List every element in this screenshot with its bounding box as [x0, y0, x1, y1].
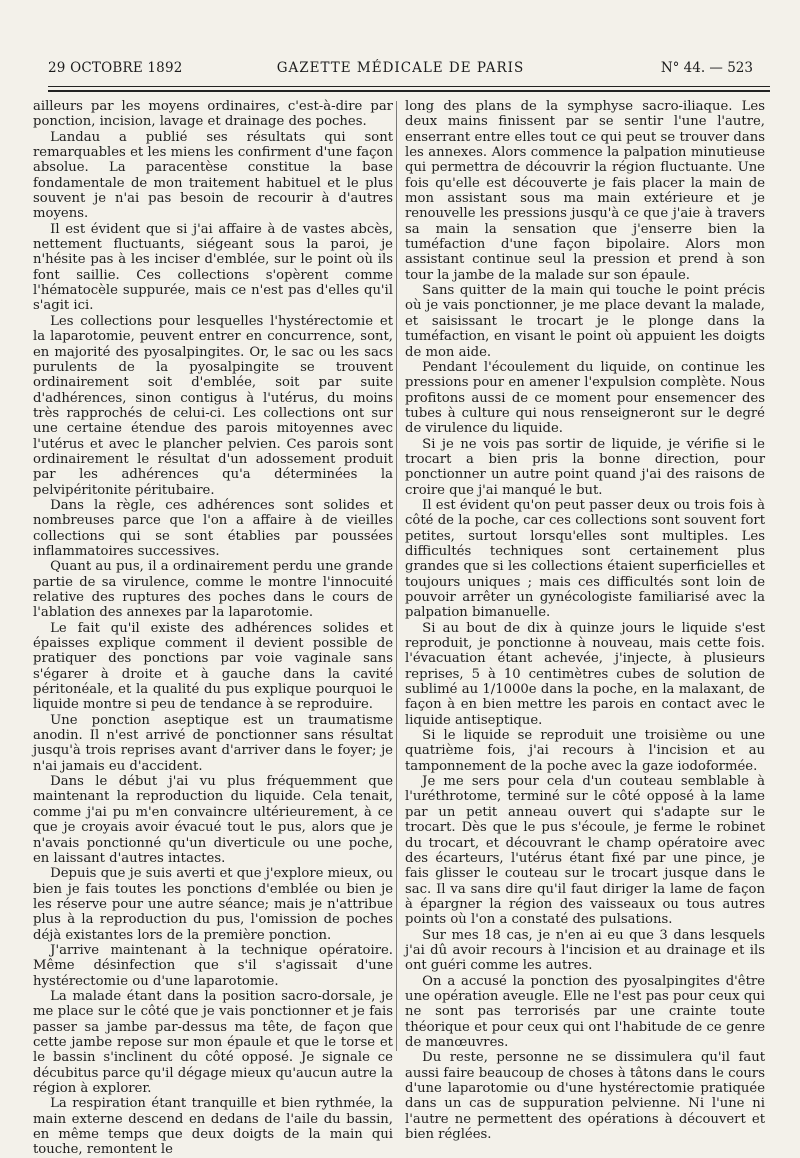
paragraph: Le fait qu'il existe des adhérences solides et épaisses explique comment il devient possible de pratiquer des ponctions par voie vaginale sans s'égarer à droite et à gauche dans la cavité péritonéale, et la qualité du pus explique pourquoi le liquide montre si peu de tendance à se reproduire.	[33, 620, 393, 713]
paragraph: Dans la règle, ces adhérences sont solides et nombreuses parce que l'on a affaire à de vieilles collections qui se sont établies par poussées inflammatoires successives.	[33, 497, 393, 559]
paragraph: Si le liquide se reproduit une troisième ou une quatrième fois, j'ai recours à l'incision et au tamponnement de la poche avec la gaze iodoformée.	[405, 728, 765, 774]
paragraph: J'arrive maintenant à la technique opératoire. Même désinfection que s'il s'agissait d'une hystérectomie ou d'une laparotomie.	[33, 942, 393, 989]
paragraph: Quant au pus, il a ordinairement perdu une grande partie de sa virulence, comme le montre l'innocuité relative des ruptures des poches dans le cours de l'ablation des annexes par la laparotomie.	[33, 559, 393, 621]
running-header	[48, 58, 753, 82]
right-column	[405, 99, 765, 1142]
header-rule-thin	[48, 86, 770, 87]
paragraph: Je me sers pour cela d'un couteau semblable à l'uréthrotome, terminé sur le côté opposé à la lame par un petit anneau ouvert qui s'adapte sur le trocart. Dès que le pus s'écoule, je ferme le robinet du trocart, et découvrant le champ opératoire avec des écarteurs, l'utérus étant fixé par une pince, je fais glisser le couteau sur le trocart jusque dans le sac. Il va sans dire qu'il faut diriger la lame de façon à épargner la région des vaisseaux ou tous autres points où l'on a constaté des pulsations.	[405, 774, 765, 928]
paragraph: Sur mes 18 cas, je n'en ai eu que 3 dans lesquels j'ai dû avoir recours à l'incision et au drainage et ils ont guéri comme les autres.	[405, 927, 765, 974]
journal-title: GAZETTE MÉDICALE DE PARIS	[276, 60, 525, 76]
paragraph: Landau a publié ses résultats qui sont remarquables et les miens les confirment d'une façon absolue. La paracentèse constitue la base fondamentale de mon traitement habituel et le plus souvent je n'ai pas besoin de recourir à d'autres moyens.	[33, 129, 393, 222]
left-column	[33, 99, 393, 1158]
issue-page-number: N° 44. — 523	[660, 60, 753, 76]
paragraph: Les collections pour lesquelles l'hystérectomie et la laparotomie, peuvent entrer en concurrence, sont, en majorité des pyosalpingites. Or, le sac ou les sacs purulents de la pyosalpingite se trouvent ordinairement soit d'emblée, soit par suite d'adhérences, sinon contigus à l'utérus, du moins très rapprochés de celui-ci. Les collections ont sur une certaine étendue des parois mitoyennes avec l'utérus et avec le plancher pelvien. Ces parois sont ordinairement le résultat d'un adossement produit par les adhérences qu'a déterminées la pelvipéritonite péritubaire.	[33, 313, 393, 498]
paragraph: On a accusé la ponction des pyosalpingites d'être une opération aveugle. Elle ne l'est pas pour ceux qui ne sont pas terrorisés par une crainte toute théorique et pour ceux qui ont l'habitude de ce genre de manœuvres.	[405, 973, 765, 1050]
paragraph: Du reste, personne ne se dissimulera qu'il faut aussi faire beaucoup de choses à tâtons dans le cours d'une laparotomie ou d'une hystérectomie pratiquée dans un cas de suppuration pelvienne. Ni l'une ni l'autre ne permettent des opérations à découvert et bien réglées.	[405, 1050, 765, 1143]
paragraph: Si au bout de dix à quinze jours le liquide s'est reproduit, je ponctionne à nouveau, mais cette fois. l'évacuation étant achevée, j'injecte, à plusieurs reprises, 5 à 10 centimètres cubes de solution de sublimé au 1/1000e dans la poche, en la malaxant, de façon à en bien mettre les parois en contact avec le liquide antiseptique.	[405, 620, 765, 728]
paragraph: La respiration étant tranquille et bien rythmée, la main externe descend en dedans de l'aile du bassin, en même temps que deux doigts de la main qui touche, remontent le	[33, 1096, 393, 1158]
paragraph: long des plans de la symphyse sacro-iliaque. Les deux mains finissent par se sentir l'une l'autre, enserrant entre elles tout ce qui peut se trouver dans les annexes. Alors commence la palpation minutieuse qui permettra de découvrir la région fluctuante. Une fois qu'elle est découverte je fais placer la main de mon assistant sous ma main extérieure et je renouvelle les pressions jusqu'à ce que j'aie à travers sa main la sensation que j'enserre bien la tuméfaction d'une façon bipolaire. Alors mon assistant continue seul la pression et prend à son tour la jambe de la malade sur son épaule.	[405, 99, 765, 283]
paragraph: ailleurs par les moyens ordinaires, c'est-à-dire par ponction, incision, lavage et drainage des poches.	[33, 99, 393, 130]
paragraph: Il est évident qu'on peut passer deux ou trois fois à côté de la poche, car ces collections sont souvent fort petites, surtout lorsqu'elles sont multiples. Les difficultés techniques sont certainement plus grandes que si les collections étaient superficielles et toujours uniques ; mais ces difficultés sont loin de pouvoir arrêter un gynécologiste familiarisé avec la palpation bimanuelle.	[405, 497, 765, 621]
column-divider	[396, 101, 397, 1051]
paragraph: Pendant l'écoulement du liquide, on continue les pressions pour en amener l'expulsion complète. Nous profitons aussi de ce moment pour ensemencer des tubes à culture qui nous renseigneront sur le degré de virulence du liquide.	[405, 359, 765, 437]
paragraph: Une ponction aseptique est un traumatisme anodin. Il n'est arrivé de ponctionner sans résultat jusqu'à trois reprises avant d'arriver dans le foyer; je n'ai jamais eu d'accident.	[33, 712, 393, 774]
issue-date: 29 OCTOBRE 1892	[48, 60, 183, 76]
paragraph: Dans le début j'ai vu plus fréquemment que maintenant la reproduction du liquide. Cela tenait, comme j'ai pu m'en convaincre ultérieurement, à ce que je croyais avoir évacué tout le pus, alors que je n'avais ponctionné qu'un diverticule ou une poche, en laissant d'autres intactes.	[33, 774, 393, 866]
paragraph: Depuis que je suis averti et que j'explore mieux, ou bien je fais toutes les ponctions d'emblée ou bien je les réserve pour une autre séance; mais je n'attribue plus à la reproduction du pus, l'omission de poches déjà existantes lors de la première ponction.	[33, 866, 393, 943]
paragraph: La malade étant dans la position sacro-dorsale, je me place sur le côté que je vais ponctionner et je fais passer sa jambe par-dessus ma tête, de façon que cette jambe repose sur mon épaule et que le torse et le bassin s'inclinent du côté opposé. Je signale ce décubitus parce qu'il dégage mieux qu'aucun autre la région à explorer.	[33, 988, 393, 1096]
header-rule-thick	[48, 90, 770, 92]
paragraph: Sans quitter de la main qui touche le point précis où je vais ponctionner, je me place devant la malade, et saisissant le trocart je le plonge dans la tuméfaction, en visant le point où appuient les doigts de mon aide.	[405, 283, 765, 360]
paragraph: Si je ne vois pas sortir de liquide, je vérifie si le trocart a bien pris la bonne direction, pour ponctionner un autre point quand j'ai des raisons de croire que j'ai manqué le but.	[405, 436, 765, 498]
paragraph: Il est évident que si j'ai affaire à de vastes abcès, nettement fluctuants, siégeant sous la paroi, je n'hésite pas à les inciser d'emblée, sur le point où ils font saillie. Ces collections s'opèrent comme l'hématocèle suppurée, mais ce n'est pas d'elles qu'il s'agit ici.	[33, 221, 393, 314]
